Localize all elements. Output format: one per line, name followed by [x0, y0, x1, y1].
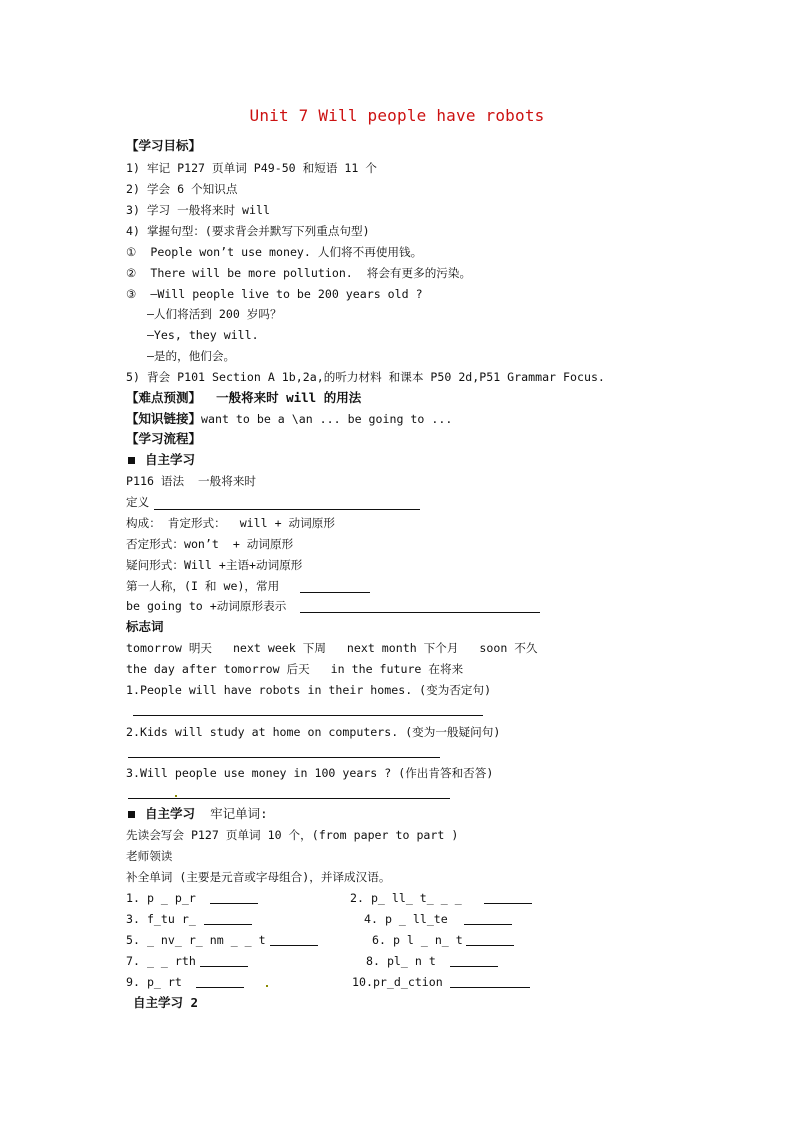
- difficulty-line: [126, 390, 361, 406]
- grammar-line: be going to +动词原形表示: [126, 599, 287, 613]
- word-blank[interactable]: [450, 987, 530, 988]
- exercise-3: 3.Will people use money in 100 years ? (作出肯答和否答): [126, 766, 494, 780]
- goal-line: ② There will be more pollution. 将会有更多的污染。: [126, 266, 472, 280]
- word-blank[interactable]: [466, 945, 514, 946]
- page-title: Unit 7 Will people have robots: [249, 106, 545, 125]
- marker-header: 标志词: [126, 619, 164, 634]
- self-study-1-label: 自主学习: [145, 452, 196, 467]
- goal-line: 5) 背会 P101 Section A 1b,2a,的听力材料 和课本 P50 2d,P51 Grammar Focus.: [126, 370, 605, 384]
- vocab-line: 先读会写会 P127 页单词 10 个，(from paper to part ): [126, 828, 459, 842]
- first-person-blank[interactable]: [300, 592, 370, 593]
- word-item: 4. p _ ll_te: [364, 912, 448, 926]
- goal-line: 1) 牢记 P127 页单词 P49-50 和短语 11 个: [126, 161, 377, 175]
- yellow-dot-mark: [175, 795, 177, 797]
- goal-line: 2) 学会 6 个知识点: [126, 182, 238, 196]
- word-item: 8. pl_ n t: [366, 954, 436, 968]
- vocab-line: 补全单词 (主要是元音或字母组合)，并译成汉语。: [126, 870, 391, 884]
- exercise-2-answer-line[interactable]: [128, 757, 440, 758]
- word-item: 9. p_ rt: [126, 975, 182, 989]
- goal-line: 4) 掌握句型：(要求背会并默写下列重点句型): [126, 224, 370, 238]
- word-blank[interactable]: [464, 924, 512, 925]
- definition-blank[interactable]: [154, 509, 420, 510]
- goal-line: —Yes, they will.: [126, 328, 259, 342]
- square-bullet-icon: [128, 457, 135, 464]
- knowledge-line: [126, 411, 452, 427]
- goal-line: —是的，他们会。: [126, 349, 236, 363]
- difficulty-label: 【难点预测】: [126, 390, 202, 405]
- word-blank[interactable]: [204, 924, 252, 925]
- goal-line: 3) 学习 一般将来时 will: [126, 203, 270, 217]
- word-blank[interactable]: [210, 903, 258, 904]
- word-blank[interactable]: [484, 903, 532, 904]
- difficulty-text: 一般将来时 will 的用法: [201, 390, 362, 405]
- word-item: 7. _ _ rth: [126, 954, 196, 968]
- exercise-3-answer-line[interactable]: [128, 798, 450, 799]
- self-study-2-text: 牢记单词:: [195, 806, 268, 821]
- yellow-dot-mark: [266, 985, 268, 987]
- square-bullet-icon: [128, 811, 135, 818]
- knowledge-text: want to be a \an ... be going to ...: [201, 412, 453, 426]
- flow-header: 【学习流程】: [126, 431, 202, 446]
- marker-line: the day after tomorrow 后天 in the future 在将来: [126, 662, 464, 676]
- goal-line: ③ —Will people live to be 200 years old ?: [126, 287, 423, 301]
- exercise-2: 2.Kids will study at home on computers. (变为一般疑问句): [126, 725, 501, 739]
- word-item: 3. f_tu r_: [126, 912, 196, 926]
- word-item: 2. p_ ll_ t_ _ _: [350, 891, 462, 905]
- grammar-line: 疑问形式：Will +主语+动词原形: [126, 558, 303, 572]
- self-study-1-line: [126, 452, 195, 468]
- marker-line: tomorrow 明天 next week 下周 next month 下个月 soon 不久: [126, 641, 538, 655]
- word-item: 1. p _ p_r: [126, 891, 196, 905]
- grammar-line: P116 语法 一般将来时: [126, 474, 257, 488]
- word-item: 10.pr_d_ction: [352, 975, 443, 989]
- definition-label: 定义: [126, 495, 150, 509]
- word-blank[interactable]: [196, 987, 244, 988]
- grammar-line: 构成： 肯定形式： will + 动词原形: [126, 516, 335, 530]
- exercise-1: 1.People will have robots in their homes. (变为否定句): [126, 683, 492, 697]
- word-blank[interactable]: [450, 966, 498, 967]
- grammar-line: 否定形式：won’t + 动词原形: [126, 537, 294, 551]
- self-study-2-label: 自主学习: [145, 806, 196, 821]
- grammar-line: 第一人称，(I 和 we)，常用: [126, 579, 287, 593]
- word-item: 5. _ nv_ r_ nm _ _ t: [126, 933, 266, 947]
- vocab-line: 老师领读: [126, 849, 173, 863]
- going-to-blank[interactable]: [300, 612, 540, 613]
- goal-line: ① People won’t use money. 人们将不再使用钱。: [126, 245, 423, 259]
- word-blank[interactable]: [200, 966, 248, 967]
- goal-line: —人们将活到 200 岁吗？: [126, 307, 282, 321]
- word-item: 6. p l _ n_ t: [372, 933, 463, 947]
- exercise-1-answer-line[interactable]: [133, 715, 483, 716]
- self-study-2-line: [126, 806, 268, 822]
- self-study-3-label: 自主学习 2: [133, 995, 199, 1010]
- goals-header: 【学习目标】: [126, 138, 202, 153]
- knowledge-label: 【知识链接】: [126, 411, 202, 426]
- word-blank[interactable]: [270, 945, 318, 946]
